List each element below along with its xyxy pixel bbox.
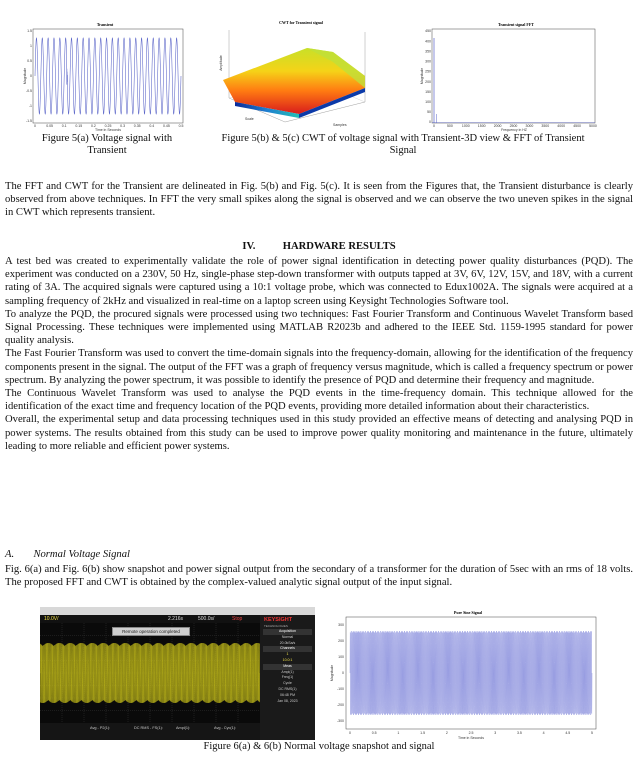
fig5a-x-tick-label: 0.5 [178, 124, 184, 128]
fig5a-x-tick-label: 0.3 [120, 124, 126, 128]
fig5c-y-tick-label: 400 [425, 39, 431, 44]
fig6b-y-tick-label: 200 [338, 639, 344, 644]
figure-5a [23, 20, 188, 132]
fig5c-y-tick-label: 250 [425, 69, 431, 74]
fig5c-x-tick-label: 3000 [525, 124, 534, 128]
paragraph-2: To analyze the PQD, the procured signals were processed using two techniques: Fast Fourier Transform and Continuous Wavelet Transform based Signal Processing. These techniques were implemented using MATLAB R2023b and adhered to the IEEE Std. 1159-1995 standard for power quality analysis. [5, 308, 633, 347]
fig6b-x-tick-label: 0.5 [371, 731, 377, 735]
caption-fig5a: Figure 5(a) Voltage signal with Transient [41, 133, 173, 156]
fig5a-x-tick-label: 0.1 [61, 124, 67, 128]
section-title: HARDWARE RESULTS [282, 241, 396, 252]
fig5c-x-tick-label: 5000 [589, 124, 597, 128]
fig6b-x-tick-label: 3.5 [516, 731, 522, 735]
fig5a-y-tick-label: -0.5 [25, 89, 32, 94]
fig5c-x-tick-label: 2500 [509, 124, 518, 128]
fig5a-y-tick-label: -1.5 [25, 119, 32, 124]
figure-6b [328, 607, 598, 740]
fig5a-y-tick-label: 1.5 [27, 29, 32, 34]
fig6b-y-tick-label: -300 [336, 719, 344, 724]
fig6b-x-tick-label: 0 [349, 731, 351, 735]
paragraph-4: The Continuous Wavelet Transform was used to analyse the PQD events in the time-frequency domain. This technique allowed for the identification of the exact time and frequency location of the PQD events, providing more detailed information about their characteristics. [5, 388, 633, 413]
scope-time: 2.216s [168, 616, 184, 622]
fig5b-title: CWT for Transient signal [279, 20, 323, 25]
fig5a-y-tick-label: -1 [28, 104, 32, 109]
fig5a-x-tick-label: 0.25 [104, 124, 112, 128]
scope-brand: KEYSIGHT [264, 617, 293, 623]
scope-timebase: 500.0s/ [198, 616, 215, 622]
fig6b-x-tick-label: 1 [397, 731, 400, 735]
fig6b-x-tick-label: 2.5 [468, 731, 474, 735]
fig5a-y-tick-label: 0.5 [27, 59, 32, 64]
fig5c-y-tick-label: 100 [425, 99, 431, 104]
fig6b-x-tick-label: 4 [542, 731, 545, 735]
section-heading [0, 241, 638, 252]
fig5c-xlabel: Frequency in HZ [501, 128, 527, 132]
scope-run-state: Stop [232, 616, 243, 622]
fig5c-y-tick-label: 350 [425, 49, 431, 54]
fig6b-signal-line [350, 631, 592, 715]
fig6b-x-tick-label: 2 [445, 731, 448, 735]
fig5a-x-tick-label: 0.05 [46, 124, 54, 128]
fig5c-x-tick-label: 4000 [557, 124, 566, 128]
fig6b-x-tick-label: 3 [494, 731, 497, 735]
fig5b-xlabel: Samples [333, 123, 347, 127]
scope-side-info: Acquisition Normal 20.0kSa/s Channels 1 10.0:1 Meas Ampl(1) Freq(1) Cycle DC RMS(1) 06:48 PM Jan 08, 2023 [263, 629, 312, 704]
fig6b-x-tick-label: 5 [591, 731, 593, 735]
fig5a-y-tick-label: 1 [30, 44, 32, 49]
fig5a-x-tick-label: 0.4 [149, 124, 155, 128]
scope-screen [40, 623, 260, 723]
subsection-title: Normal Voltage Signal [33, 549, 130, 560]
fig5c-x-tick-label: 4500 [573, 124, 581, 128]
subsection-label: A. [5, 549, 15, 560]
fig5c-x-tick-label: 2000 [493, 124, 502, 128]
fig5c-y-tick-label: 150 [425, 89, 431, 94]
fig6b-x-tick-label: 4.5 [565, 731, 571, 735]
fig5a-x-tick-label: 0.45 [162, 124, 170, 128]
fig5a-title: Transient [96, 22, 114, 27]
fig6b-y-tick-label: 100 [338, 655, 344, 660]
figure-5b [215, 18, 375, 132]
caption-fig5bc: Figure 5(b) & 5(c) CWT of voltage signal with Transient-3D view & FFT of Transient Signal [221, 133, 585, 156]
fig5a-x-tick-label: 0.2 [90, 124, 96, 128]
fig5c-title: Transient signal FFT [498, 22, 534, 27]
intro-paragraph [5, 180, 633, 220]
fig5c-y-tick-label: 300 [425, 59, 431, 64]
figure-6a [40, 607, 315, 740]
section-number: IV. [242, 241, 256, 252]
fig6b-yticks [337, 623, 344, 723]
scope-measure-bar: Avg - P2(1): DC RMS - FS(1): Ampl(1): Avg - Cyc(1): [40, 723, 260, 740]
fig6b-xticks [349, 731, 593, 735]
fig5a-x-tick-label: 0.35 [133, 124, 141, 128]
scope-channel-scale: 10.0V/ [44, 616, 59, 622]
scope-window-bar [40, 607, 315, 615]
fig5c-y-tick-label: 50 [427, 110, 431, 115]
figure-5c [420, 20, 600, 132]
fig5c-y-tick-label: 450 [425, 29, 431, 34]
fig6b-xlabel: Time in Seconds [458, 736, 484, 740]
fig5b-ylabel: Amplitude [219, 55, 223, 71]
fig5a-x-tick-label: 0.15 [75, 124, 83, 128]
figure-5a-plot [23, 20, 188, 132]
fig5c-x-tick-label: 0 [433, 124, 435, 128]
fig6b-ylabel: Magnitude [330, 664, 334, 682]
fig5c-y-tick-label: 0 [429, 120, 431, 125]
fig5c-y-tick-label: 200 [425, 79, 431, 84]
fig6b-y-tick-label: 300 [338, 623, 344, 628]
fig5c-frame [432, 29, 595, 123]
paragraph-5: Overall, the experimental setup and data processing techniques used in this study provided an effective means of detecting and analysing PQD in power systems. The results obtained from this study can be used to improve power quality monitoring and maintenance in the future, ultimately leading to more reliable and efficient power systems. [5, 414, 633, 452]
fig5c-x-tick-label: 500 [446, 124, 453, 128]
fig5a-ylabel: Magnitude [23, 67, 27, 85]
figure-5b-plot [215, 18, 375, 132]
scope-top-bar [40, 615, 260, 623]
section-body [5, 255, 633, 453]
fig5a-y-tick-label: 0 [30, 74, 32, 79]
scope-side-panel [260, 615, 315, 740]
fig5c-x-tick-label: 1000 [461, 124, 470, 128]
fig5c-yticks [425, 29, 431, 124]
figure-5c-plot [420, 20, 600, 132]
subsection-heading [5, 549, 130, 560]
caption-fig6: Figure 6(a) & 6(b) Normal voltage snapshot and signal [203, 741, 435, 752]
fig5a-x-tick-label: 0 [34, 124, 36, 128]
fig5b-scale-label: Scale [245, 117, 254, 121]
subsection-body [5, 563, 633, 589]
scope-brand-sub: TECHNOLOGIES [264, 624, 288, 628]
paragraph-3: The Fast Fourier Transform was used to convert the time-domain signals into the frequency-domain, allowing for the identification of the frequency components present in the signal. The output of the FFT was a graph of frequency versus magnitude, which is called a frequency spectrum or power spectrum. By analyzing the power spectrum, it was possible to identify the presence of PQD and determine their frequency and magnitude. [5, 348, 634, 386]
fig6b-y-tick-label: 0 [342, 671, 344, 676]
scope-remote-banner: Remote operation completed [112, 627, 190, 636]
fig6b-x-tick-label: 1.5 [420, 731, 426, 735]
paragraph-1: A test bed was created to experimentally validate the role of power signal identification in detecting power quality disturbances (PQD). The experiment was conducted on a 230V, 50 Hz, single-phase step-down transformer with outputs tapped at 3V, 6V, 12V, 15V, and 18V, with a current rating of 3A. The acquired signals were captured using a 10:1 voltage probe, which was connected to Edux1002A. The signals were acquired at a sampling frequency of 2kHz and visualized in real-time on a laptop screen using Keysight Technologies Software tool. [5, 256, 633, 307]
scope-trace [40, 643, 260, 703]
figure-6b-plot [328, 607, 598, 740]
fig6b-title: Pure Sine Signal [453, 610, 483, 615]
fig6b-y-tick-label: -200 [336, 703, 344, 708]
intro-text: The FFT and CWT for the Transient are delineated in Fig. 5(b) and Fig. 5(c). It is seen from the Figures that, the Transient disturbance is clearly observed from above techniques. In FFT the very small spikes along the signal is observed and we can observe the two uneven spikes in the signal in CWT which represents transient. [5, 181, 633, 219]
fig6b-y-tick-label: -100 [336, 687, 344, 692]
subsection-paragraph: Fig. 6(a) and Fig. 6(b) show snapshot and power signal output from the secondary of a transformer for the duration of 5sec with an rms of 18 volts. The proposed FFT and CWT is obtained by the complex-valued analytic signal output of the input signal. [5, 564, 633, 589]
fig5c-ylabel: Magnitude [420, 67, 424, 85]
fig5c-x-tick-label: 3500 [541, 124, 550, 128]
fig5c-x-tick-label: 1500 [477, 124, 486, 128]
fig5a-xlabel: Time in Seconds [95, 128, 121, 132]
